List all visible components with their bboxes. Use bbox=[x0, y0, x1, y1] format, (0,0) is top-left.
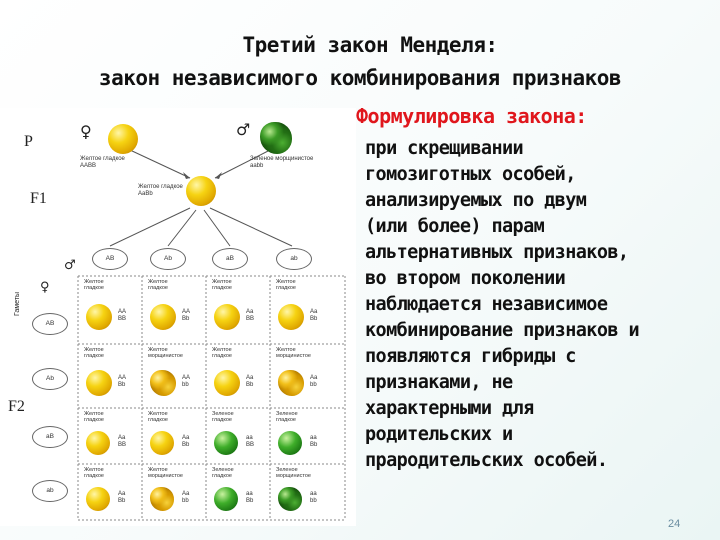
cell-genotype: Aa BB bbox=[118, 435, 127, 448]
cell-phenotype-label: Желтое морщинистое bbox=[148, 467, 183, 479]
formulation-line: родительских и bbox=[365, 424, 513, 445]
formulation-line: признаками, не bbox=[365, 372, 513, 393]
cell-genotype: Aa bb bbox=[310, 375, 318, 388]
cell-phenotype-label: Желтое гладкое bbox=[84, 411, 104, 423]
slide-title-line2: закон независимого комбинирования признаков bbox=[98, 66, 622, 90]
gamete-left-3: aB bbox=[32, 426, 68, 448]
cell-genotype: AA bb bbox=[182, 375, 191, 388]
cell-phenotype-label: Желтое гладкое bbox=[276, 279, 296, 291]
f1-yellow-smooth-pea bbox=[186, 176, 216, 206]
page-number: 24 bbox=[668, 518, 681, 530]
gametes-label: Гаметы bbox=[14, 291, 21, 316]
pea-g-smooth bbox=[278, 431, 302, 455]
gamete-top-2: Ab bbox=[150, 248, 186, 270]
cell-phenotype-label: Желтое гладкое bbox=[148, 279, 168, 291]
formulation-line: при скрещивании bbox=[365, 138, 524, 159]
cell-genotype: aa Bb bbox=[310, 435, 318, 448]
cell-genotype: Aa Bb bbox=[182, 435, 190, 448]
generation-f2-label: F2 bbox=[8, 398, 25, 415]
pea-y-smooth bbox=[150, 431, 174, 455]
cell-phenotype-label: Желтое гладкое bbox=[212, 347, 232, 359]
gamete-top-1: AB bbox=[92, 248, 128, 270]
pea-y-smooth bbox=[86, 304, 112, 330]
cell-phenotype-label: Желтое гладкое bbox=[84, 279, 104, 291]
cell-phenotype-label: Зеленое гладкое bbox=[212, 411, 234, 423]
pea-y-smooth bbox=[86, 431, 110, 455]
formulation-line: альтернативных признаков, bbox=[365, 242, 629, 263]
generation-f1-label: F1 bbox=[30, 190, 47, 207]
formulation-line: во втором поколении bbox=[365, 268, 566, 289]
pea-y-smooth bbox=[86, 370, 112, 396]
generation-p-label: P bbox=[24, 133, 33, 150]
punnett-diagram bbox=[0, 108, 356, 526]
cell-phenotype-label: Зеленое гладкое bbox=[276, 411, 298, 423]
pea-y-wrinkle bbox=[150, 487, 174, 511]
slide-title-line1: Третий закон Менделя: bbox=[242, 33, 498, 57]
pea-g-smooth bbox=[214, 431, 238, 455]
cell-phenotype-label: Желтое гладкое bbox=[84, 467, 104, 479]
formulation-line: гомозиготных особей, bbox=[365, 164, 576, 185]
formulation-line: появляются гибриды с bbox=[365, 346, 576, 367]
pea-y-smooth bbox=[214, 304, 240, 330]
gamete-top-4: ab bbox=[276, 248, 312, 270]
pea-y-smooth bbox=[150, 304, 176, 330]
formulation-text bbox=[365, 136, 717, 474]
formulation-line: (или более) парам bbox=[365, 216, 545, 237]
parent-female-caption: Желтое гладкое AABB bbox=[80, 156, 125, 169]
cell-genotype: aa Bb bbox=[246, 491, 254, 504]
f1-caption: Желтое гладкое AaBb bbox=[138, 184, 183, 197]
cell-genotype: Aa Bb bbox=[310, 309, 318, 322]
gamete-top-3: aB bbox=[212, 248, 248, 270]
parent-male-caption: Зеленое морщинистое aabb bbox=[250, 156, 314, 169]
cell-genotype: aa bb bbox=[310, 491, 317, 504]
cell-genotype: Aa Bb bbox=[118, 491, 126, 504]
cell-phenotype-label: Желтое гладкое bbox=[212, 279, 232, 291]
pea-g-smooth bbox=[214, 487, 238, 511]
cell-phenotype-label: Желтое гладкое bbox=[84, 347, 104, 359]
female-symbol-icon: ♀ bbox=[80, 122, 92, 141]
pea-y-smooth bbox=[86, 487, 110, 511]
cell-phenotype-label: Зеленое гладкое bbox=[212, 467, 234, 479]
formulation-line: комбинирование признаков и bbox=[365, 320, 639, 341]
female-gamete-symbol-icon: ♀ bbox=[40, 280, 50, 295]
gamete-left-4: ab bbox=[32, 480, 68, 502]
parent-yellow-smooth-pea bbox=[108, 124, 138, 154]
pea-g-wrinkle bbox=[278, 487, 302, 511]
pea-y-smooth bbox=[214, 370, 240, 396]
formulation-line: анализируемых по двум bbox=[365, 190, 587, 211]
gamete-left-1: AB bbox=[32, 313, 68, 335]
gamete-left-2: Ab bbox=[32, 368, 68, 390]
pea-y-wrinkle bbox=[278, 370, 304, 396]
pea-y-wrinkle bbox=[150, 370, 176, 396]
cell-genotype: Aa Bb bbox=[246, 375, 254, 388]
cell-genotype: AA Bb bbox=[182, 309, 191, 322]
male-gamete-symbol-icon: ♂ bbox=[64, 258, 76, 273]
cell-phenotype-label: Желтое гладкое bbox=[148, 411, 168, 423]
cell-phenotype-label: Желтое морщинистое bbox=[276, 347, 311, 359]
male-symbol-icon: ♂ bbox=[236, 120, 251, 139]
cell-genotype: Aa bb bbox=[182, 491, 190, 504]
cell-phenotype-label: Желтое морщинистое bbox=[148, 347, 183, 359]
pea-y-smooth bbox=[278, 304, 304, 330]
formulation-line: прародительских особей. bbox=[365, 450, 608, 471]
cell-phenotype-label: Зеленое морщинистое bbox=[276, 467, 311, 479]
parent-green-wrinkled-pea bbox=[260, 122, 292, 154]
cell-genotype: Aa BB bbox=[246, 309, 255, 322]
formulation-line: наблюдается независимое bbox=[365, 294, 608, 315]
cell-genotype: AA Bb bbox=[118, 375, 127, 388]
formulation-heading: Формулировка закона: bbox=[356, 104, 587, 128]
cell-genotype: aa BB bbox=[246, 435, 255, 448]
cell-genotype: AA BB bbox=[118, 309, 127, 322]
formulation-line: характерными для bbox=[365, 398, 534, 419]
